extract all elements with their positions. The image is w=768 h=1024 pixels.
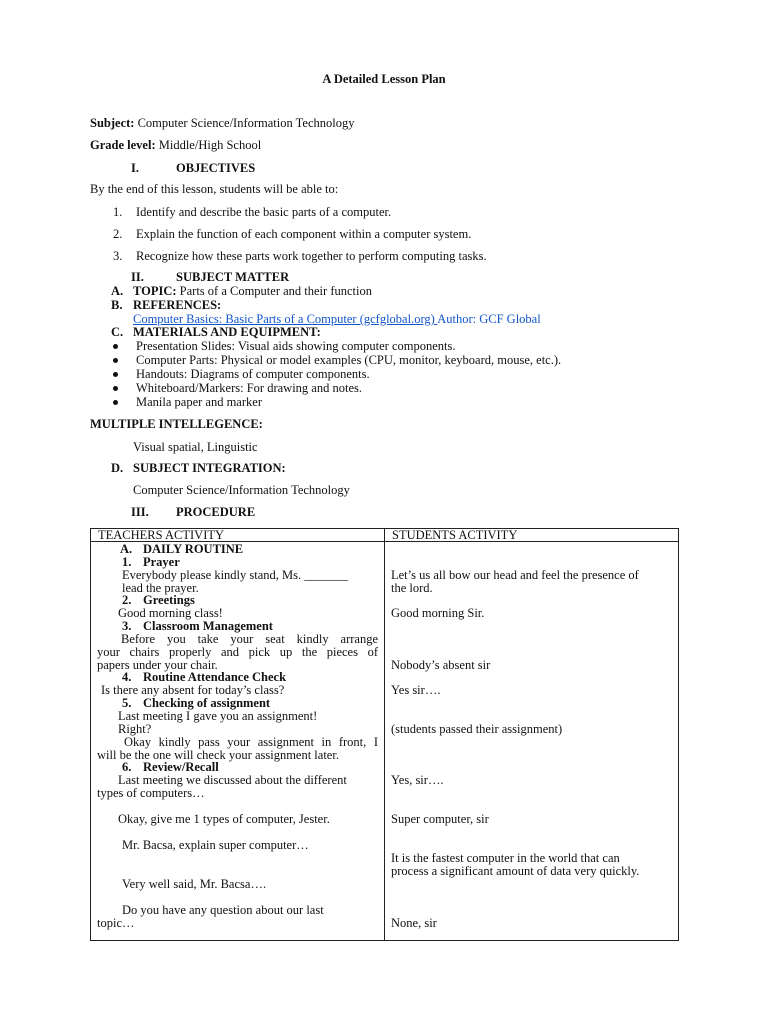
student-line: Super computer, sir bbox=[391, 812, 489, 826]
teacher-line: Before you take your seat kindly arrange bbox=[121, 632, 378, 646]
objective-number: 3. bbox=[113, 249, 123, 263]
teacher-line: Right? bbox=[118, 722, 152, 736]
greetings-heading: Greetings bbox=[143, 593, 195, 607]
teacher-line: your chairs properly and pick up the pieces of bbox=[97, 645, 378, 659]
teacher-line: Mr. Bacsa, explain super computer… bbox=[122, 838, 309, 852]
grade-line bbox=[90, 138, 261, 153]
prayer-heading: Prayer bbox=[143, 555, 180, 569]
material-item: Manila paper and marker bbox=[136, 395, 262, 409]
topic-value: Parts of a Computer and their function bbox=[176, 284, 372, 298]
table-row bbox=[91, 542, 679, 941]
integration-value: Computer Science/Information Technology bbox=[133, 483, 350, 497]
procedure-table bbox=[90, 528, 679, 941]
objective-text: Recognize how these parts work together to perform computing tasks. bbox=[136, 249, 487, 263]
teacher-line: Is there any absent for today’s class? bbox=[101, 683, 285, 697]
student-line: Nobody’s absent sir bbox=[391, 658, 491, 672]
objective-number: 2. bbox=[113, 227, 123, 241]
reference-link[interactable]: Computer Basics: Basic Parts of a Computer (gcfglobal.org) bbox=[133, 312, 438, 326]
topic-label: TOPIC: bbox=[133, 284, 177, 298]
materials-label: MATERIALS AND EQUIPMENT: bbox=[133, 325, 321, 339]
section-1-title: OBJECTIVES bbox=[176, 161, 256, 175]
teacher-line: will be the one will check your assignment later. bbox=[97, 748, 339, 762]
student-line: Let’s us all bow our head and feel the presence of bbox=[391, 568, 639, 582]
teacher-line: Everybody please kindly stand, Ms. _______ bbox=[122, 568, 349, 582]
step-number: 5. bbox=[122, 696, 132, 710]
material-item: Whiteboard/Markers: For drawing and notes. bbox=[136, 381, 362, 395]
student-line: It is the fastest computer in the world that can bbox=[391, 851, 620, 865]
multiple-intelligence-value: Visual spatial, Linguistic bbox=[133, 440, 258, 454]
step-number: 4. bbox=[122, 670, 132, 684]
student-line: the lord. bbox=[391, 581, 433, 595]
student-line: (students passed their assignment) bbox=[391, 722, 563, 736]
teacher-line: papers under your chair. bbox=[97, 658, 218, 672]
table-header-row bbox=[91, 529, 679, 542]
objective-text: Identify and describe the basic parts of a computer. bbox=[136, 205, 392, 219]
reference-author: Author: GCF Global bbox=[437, 312, 541, 326]
topic-letter: A. bbox=[111, 284, 124, 298]
teacher-line: Do you have any question about our last bbox=[122, 903, 324, 917]
section-3-title: PROCEDURE bbox=[176, 505, 256, 519]
daily-routine-letter: A. bbox=[120, 542, 133, 556]
student-line: Yes sir…. bbox=[391, 683, 441, 697]
teacher-line: Very well said, Mr. Bacsa…. bbox=[122, 877, 267, 891]
references-letter: B. bbox=[111, 298, 123, 312]
bullet-icon bbox=[113, 344, 118, 349]
classroom-management-heading: Classroom Management bbox=[143, 619, 273, 633]
materials-letter: C. bbox=[111, 325, 124, 339]
teacher-line: lead the prayer. bbox=[122, 581, 199, 595]
multiple-intelligence-label: MULTIPLE INTELLEGENCE: bbox=[90, 417, 263, 431]
daily-routine-heading: DAILY ROUTINE bbox=[143, 542, 244, 556]
step-number: 6. bbox=[122, 760, 132, 774]
material-item: Handouts: Diagrams of computer components. bbox=[136, 367, 370, 381]
section-2-title: SUBJECT MATTER bbox=[176, 270, 290, 284]
teachers-activity-cell bbox=[91, 542, 385, 941]
integration-label: SUBJECT INTEGRATION: bbox=[133, 461, 286, 475]
bullet-icon bbox=[113, 400, 118, 405]
teacher-line: Last meeting I gave you an assignment! bbox=[118, 709, 318, 723]
teacher-line: Good morning class! bbox=[118, 606, 223, 620]
grade-label: Grade level: bbox=[90, 138, 156, 152]
teacher-line: Last meeting we discussed about the different bbox=[118, 773, 347, 787]
objective-text: Explain the function of each component within a computer system. bbox=[136, 227, 472, 241]
students-activity-cell bbox=[385, 542, 679, 941]
attendance-heading: Routine Attendance Check bbox=[143, 670, 287, 684]
integration-letter: D. bbox=[111, 461, 124, 475]
material-item: Computer Parts: Physical or model examples (CPU, monitor, keyboard, mouse, etc.). bbox=[136, 353, 562, 367]
review-heading: Review/Recall bbox=[143, 760, 219, 774]
material-item: Presentation Slides: Visual aids showing computer components. bbox=[136, 339, 456, 353]
student-line: None, sir bbox=[391, 916, 437, 930]
section-3-number: III. bbox=[131, 505, 149, 519]
teacher-line: Okay, give me 1 types of computer, Jester. bbox=[118, 812, 330, 826]
objectives-intro: By the end of this lesson, students will be able to: bbox=[90, 182, 339, 196]
student-line: process a significant amount of data very quickly. bbox=[391, 864, 640, 878]
subject-line bbox=[90, 116, 354, 131]
objective-number: 1. bbox=[113, 205, 123, 219]
step-number: 2. bbox=[122, 593, 132, 607]
topic-line bbox=[133, 284, 372, 299]
student-line: Good morning Sir. bbox=[391, 606, 485, 620]
step-number: 3. bbox=[122, 619, 132, 633]
bullet-icon bbox=[113, 372, 118, 377]
teacher-line: topic… bbox=[97, 916, 135, 930]
bullet-icon bbox=[113, 358, 118, 363]
step-number: 1. bbox=[122, 555, 132, 569]
teacher-line: Okay kindly pass your assignment in front, I bbox=[124, 735, 378, 749]
students-activity-header: STUDENTS ACTIVITY bbox=[385, 529, 679, 542]
section-2-number: II. bbox=[131, 270, 144, 284]
section-1-number: I. bbox=[131, 161, 139, 175]
teacher-line: types of computers… bbox=[97, 786, 205, 800]
page-title: A Detailed Lesson Plan bbox=[322, 72, 446, 86]
subject-value: Computer Science/Information Technology bbox=[134, 116, 355, 130]
grade-value: Middle/High School bbox=[155, 138, 262, 152]
subject-label: Subject: bbox=[90, 116, 135, 130]
references-label: REFERENCES: bbox=[133, 298, 222, 312]
checking-assignment-heading: Checking of assignment bbox=[143, 696, 271, 710]
student-line: Yes, sir…. bbox=[391, 773, 444, 787]
teachers-activity-header: TEACHERS ACTIVITY bbox=[91, 529, 385, 542]
bullet-icon bbox=[113, 386, 118, 391]
